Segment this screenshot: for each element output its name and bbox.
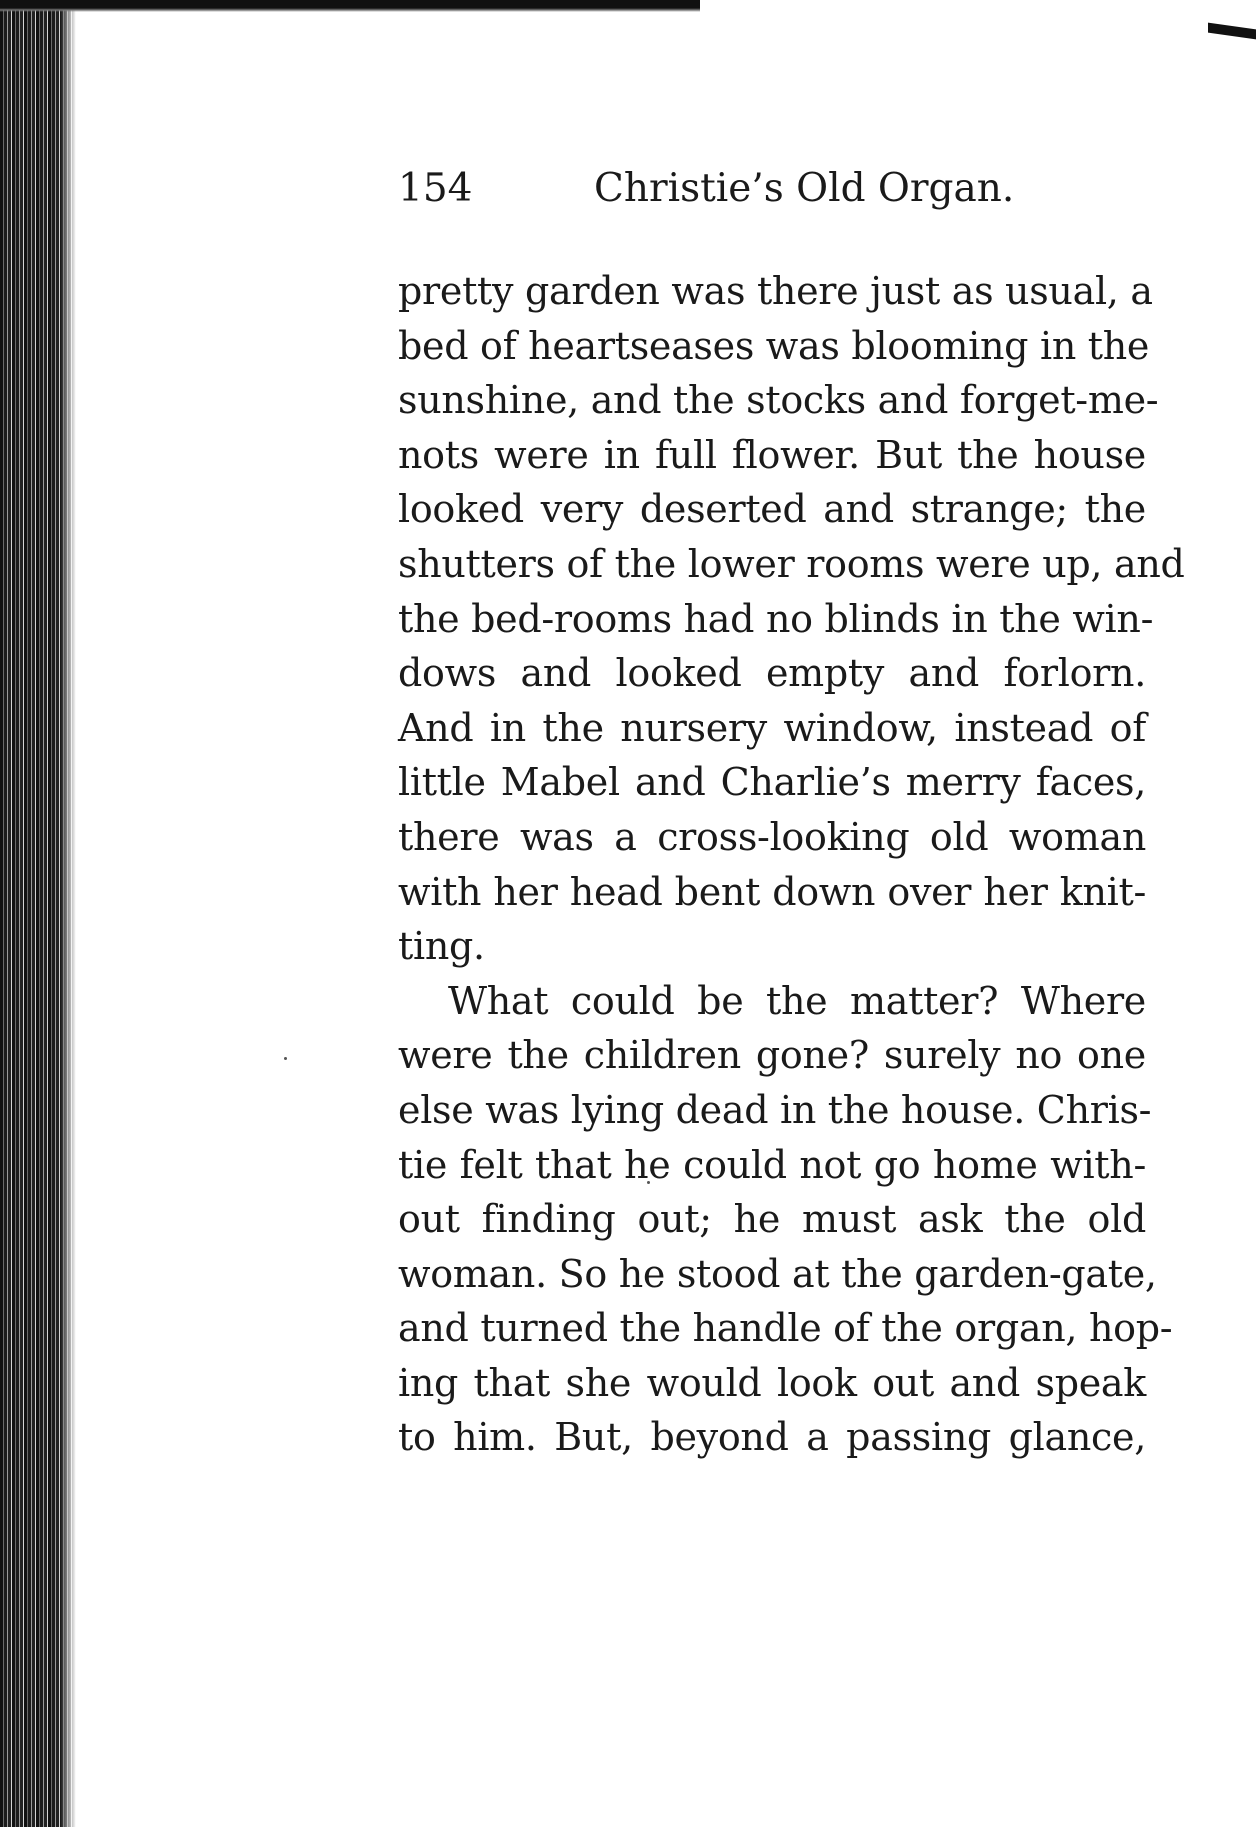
text-line: sunshine, and the stocks and forget-me- — [398, 378, 1159, 423]
page-speck — [284, 1057, 287, 1060]
text-line: with her head bent down over her knit- — [398, 869, 1146, 914]
text-line: were the children gone? surely no one — [398, 1033, 1146, 1078]
text-line: bed of heartseases was blooming in the — [398, 323, 1150, 368]
text-line: looked very deserted and strange; the — [398, 487, 1146, 532]
top-edge-rule — [0, 0, 700, 12]
text-line: shutters of the lower rooms were up, and — [398, 541, 1185, 586]
text-line: What could be the matter? Where — [448, 978, 1146, 1023]
text-line: the bed-rooms had no blinds in the win- — [398, 596, 1154, 641]
text-line: ing that she would look out and speak — [398, 1360, 1146, 1405]
text-line: there was a cross-looking old woman — [398, 814, 1146, 859]
text-line: pretty garden was there just as usual, a — [398, 269, 1153, 313]
text-line: to him. But, beyond a passing glance, — [398, 1415, 1146, 1460]
running-title: Christie’s Old Organ. — [594, 166, 1015, 211]
body-text — [398, 264, 1185, 1465]
running-header — [398, 164, 1015, 214]
text-line: nots were in full flower. But the house — [398, 432, 1146, 477]
corner-mark — [1208, 23, 1256, 40]
text-line: else was lying dead in the house. Chris- — [398, 1087, 1152, 1132]
text-line: And in the nursery window, instead of — [398, 705, 1146, 750]
text-line: out finding out; he must ask the old — [398, 1197, 1146, 1242]
text-line: woman. So he stood at the garden-gate, — [398, 1251, 1157, 1296]
page-number: 154 — [398, 166, 473, 211]
paragraph-2 — [398, 974, 1173, 1465]
gutter-fade — [60, 0, 76, 1827]
text-line: dows and looked empty and forlorn. — [398, 651, 1146, 696]
text-line: little Mabel and Charlie’s merry faces, — [398, 760, 1146, 805]
paragraph-1 — [398, 264, 1185, 974]
text-line: and turned the handle of the organ, hop- — [398, 1306, 1173, 1351]
text-line: ting. — [398, 924, 485, 969]
text-line: tie felt that he could not go home with- — [398, 1142, 1146, 1187]
